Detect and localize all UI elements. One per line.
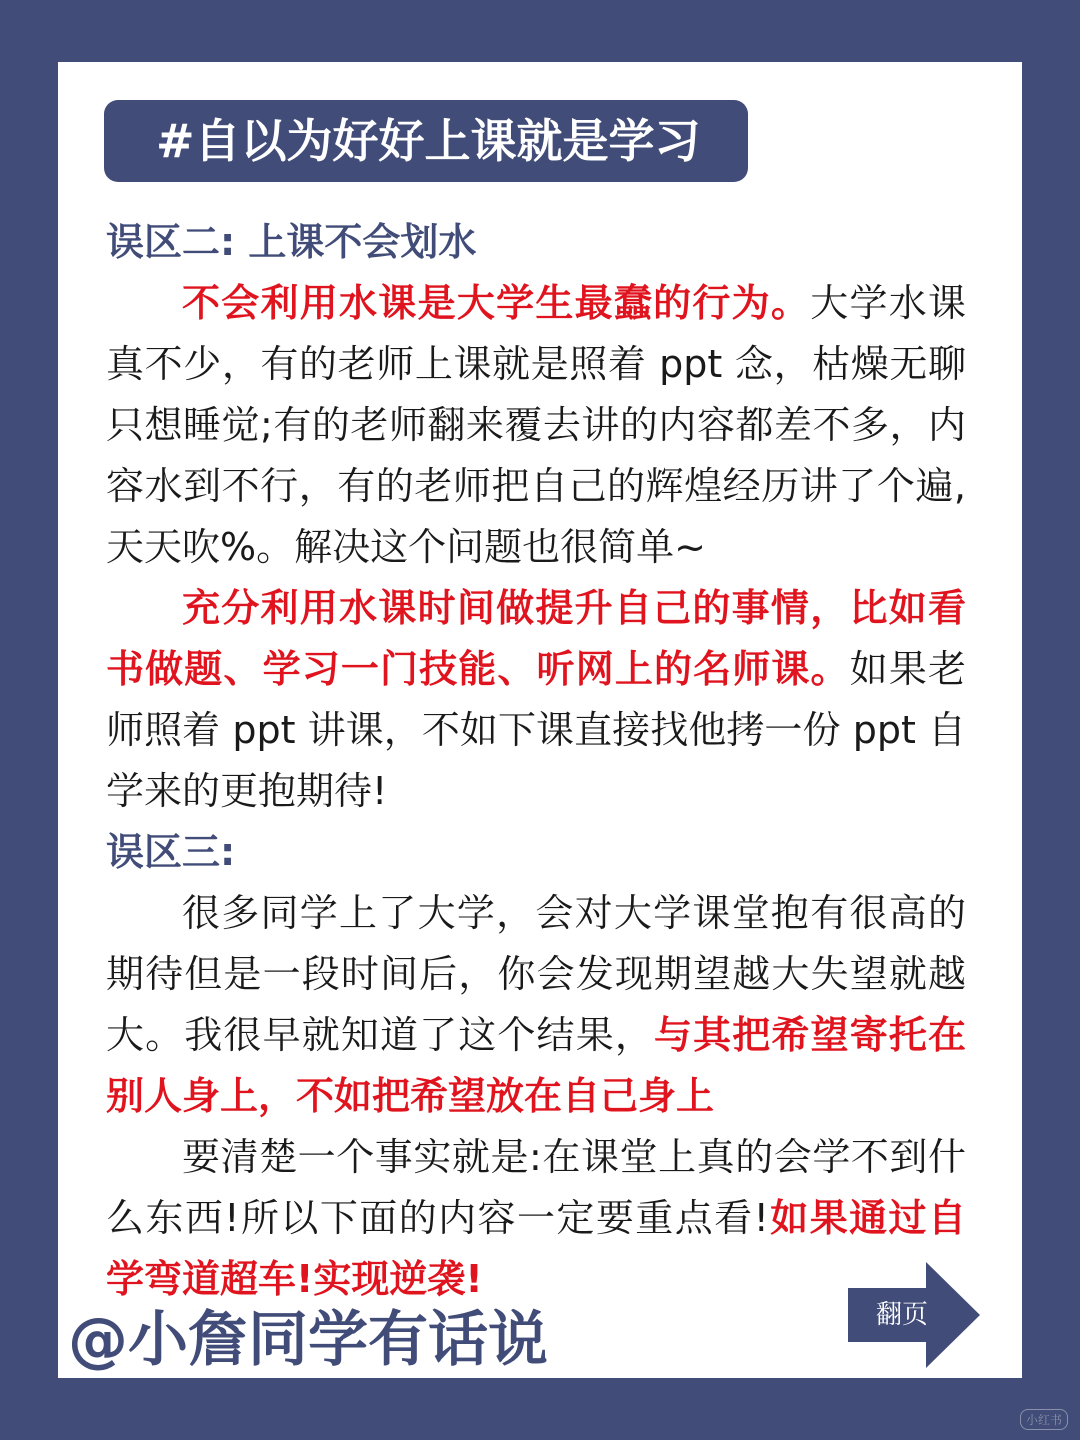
content-card [58, 62, 1022, 1378]
section-heading-3: 误区三: [106, 830, 236, 874]
paragraph-2-2 [106, 578, 966, 822]
watermark: 小红书 [1020, 1409, 1068, 1430]
paragraph-3-2 [106, 1127, 966, 1310]
paragraph-3-1 [106, 883, 966, 1127]
next-page-label: 翻页 [875, 1300, 928, 1330]
body-text: 要清楚一个事实就是:在课堂上真的会学不到什么东西!所以下面的内容一定要重点看! [106, 1135, 966, 1240]
body-text: 大学水课真不少，有的老师上课就是照着 ppt 念，枯燥无聊只想睡觉;有的老师翻来覆去讲的内容都差不多，内容水到不行，有的老师把自己的辉煌经历讲了个遍,天天吹%。解决这个问题也很简单~ [106, 281, 966, 569]
author-handle: @小詹同学有话说 [68, 1305, 548, 1375]
next-page-button[interactable] [848, 1262, 980, 1368]
highlight-text: 如果通过自学弯道超车!实现逆袭! [106, 1196, 966, 1301]
body-text: 如果老师照着 ppt 讲课，不如下课直接找他拷一份 ppt 自学来的更抱期待! [106, 647, 966, 813]
highlight-text: 与其把希望寄托在别人身上，不如把希望放在自己身上 [106, 1013, 966, 1118]
body-text: 很多同学上了大学，会对大学课堂抱有很高的期待但是一段时间后，你会发现期望越大失望就越大。我很早就知道了这个结果， [106, 891, 966, 1057]
highlight-text: 充分利用水课时间做提升自己的事情，比如看书做题、学习一门技能、听网上的名师课。 [106, 586, 966, 691]
highlight-text: 不会利用水课是大学生最蠢的行为。 [182, 281, 811, 325]
paragraph-2-1 [106, 273, 966, 578]
article-body [106, 212, 966, 1310]
title-banner: #自以为好好上课就是学习 [104, 100, 748, 182]
section-heading-2: 误区二: 上课不会划水 [106, 220, 477, 264]
